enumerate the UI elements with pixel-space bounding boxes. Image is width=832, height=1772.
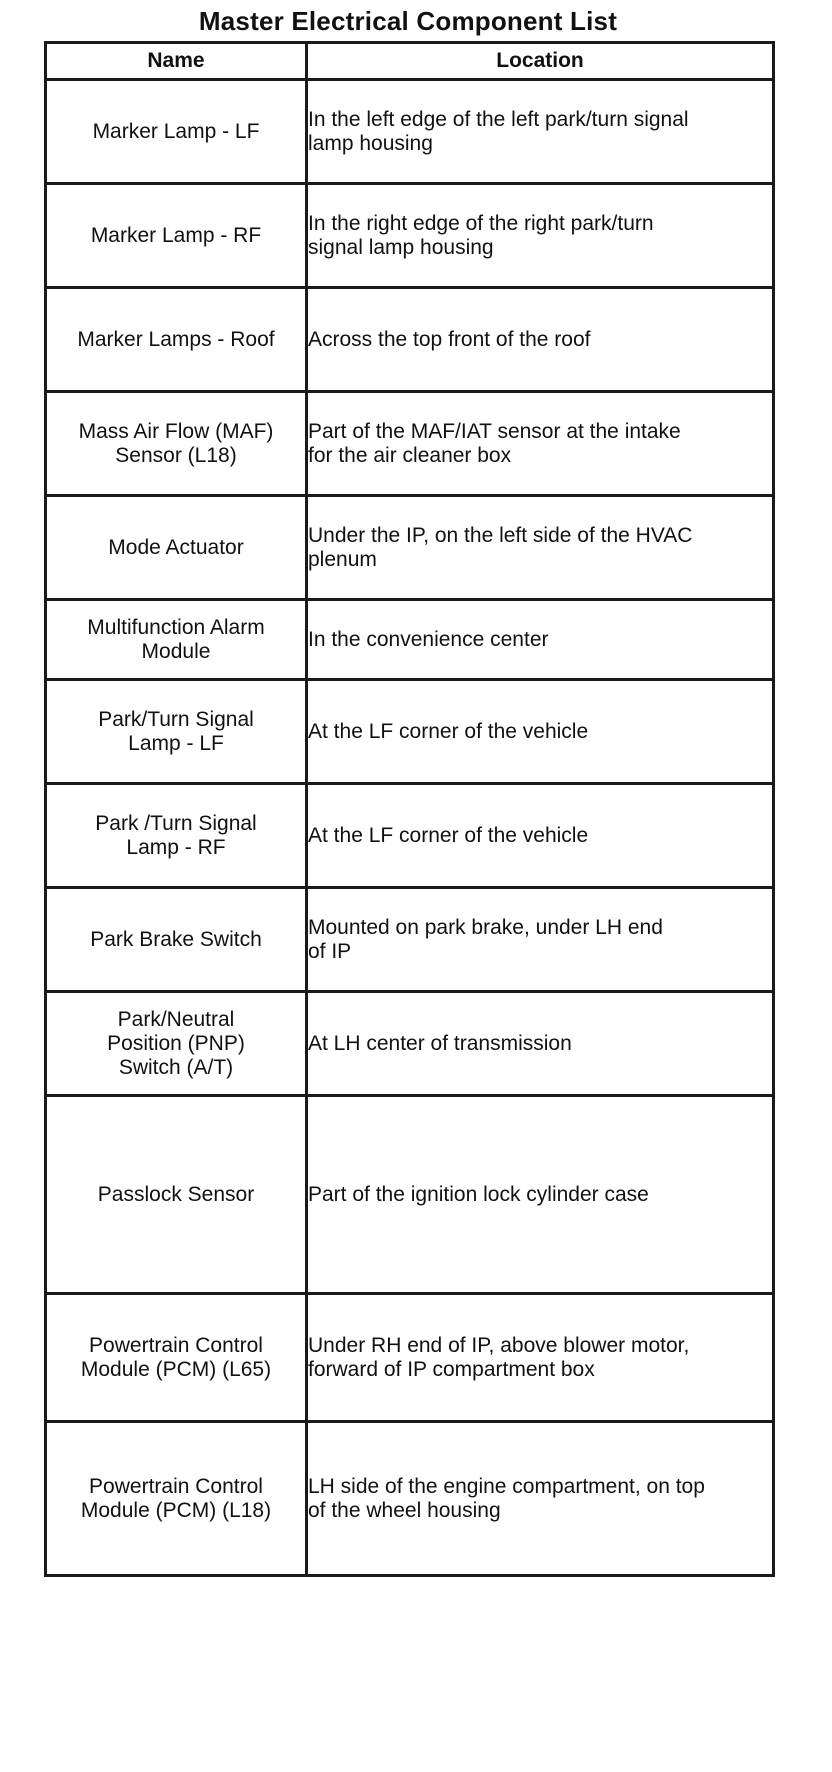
component-location-cell	[307, 600, 774, 680]
table-row	[46, 992, 774, 1096]
component-location: Under the IP, on the left side of the HVAC plenum	[308, 523, 693, 571]
component-table	[44, 41, 775, 1577]
component-location: In the left edge of the left park/turn signal lamp housing	[308, 107, 689, 155]
component-location-cell	[307, 992, 774, 1096]
component-name: Powertrain Control Module (PCM) (L18)	[80, 1474, 272, 1522]
component-name-cell	[46, 288, 307, 392]
component-location: Across the top front of the roof	[308, 327, 591, 351]
table-row	[46, 288, 774, 392]
component-location: Mounted on park brake, under LH end of IP	[308, 915, 663, 963]
component-name: Mode Actuator	[108, 535, 244, 559]
component-name: Park/Neutral Position (PNP) Switch (A/T)	[107, 1007, 245, 1079]
component-location: LH side of the engine compartment, on top of the wheel housing	[308, 1474, 705, 1522]
table-row	[46, 784, 774, 888]
column-header-location: Location	[307, 43, 774, 80]
component-location-cell	[307, 288, 774, 392]
component-location-cell	[307, 80, 774, 184]
component-location: Under RH end of IP, above blower motor, forward of IP compartment box	[308, 1333, 690, 1381]
component-name-cell	[46, 784, 307, 888]
component-location-cell	[307, 784, 774, 888]
component-name-cell	[46, 1294, 307, 1422]
component-name: Marker Lamps - Roof	[77, 327, 275, 351]
table-row	[46, 80, 774, 184]
component-name: Passlock Sensor	[97, 1182, 255, 1206]
table-header-row	[46, 43, 774, 80]
component-name-cell	[46, 888, 307, 992]
component-location: Part of the MAF/IAT sensor at the intake for the air cleaner box	[308, 419, 681, 467]
table-row	[46, 1096, 774, 1294]
column-header-name: Name	[46, 43, 307, 80]
table-row	[46, 680, 774, 784]
component-name: Marker Lamp - RF	[90, 223, 262, 247]
component-name-cell	[46, 600, 307, 680]
table-row	[46, 888, 774, 992]
table-row	[46, 184, 774, 288]
component-location-cell	[307, 1294, 774, 1422]
component-location-cell	[307, 184, 774, 288]
component-name: Multifunction Alarm Module	[87, 615, 265, 663]
component-name: Park/Turn Signal Lamp - LF	[98, 707, 254, 755]
table-row	[46, 1294, 774, 1422]
component-location-cell	[307, 392, 774, 496]
component-name: Marker Lamp - LF	[92, 119, 260, 143]
table-row	[46, 392, 774, 496]
component-location-cell	[307, 680, 774, 784]
component-location: At the LF corner of the vehicle	[308, 719, 589, 743]
table-row	[46, 496, 774, 600]
component-location-cell	[307, 496, 774, 600]
component-name-cell	[46, 992, 307, 1096]
component-name: Powertrain Control Module (PCM) (L65)	[80, 1333, 272, 1381]
component-location: In the convenience center	[308, 627, 549, 651]
component-name-cell	[46, 80, 307, 184]
page-title: Master Electrical Component List	[198, 6, 618, 36]
component-name-cell	[46, 1096, 307, 1294]
component-name: Mass Air Flow (MAF) Sensor (L18)	[78, 419, 274, 467]
component-location: At the LF corner of the vehicle	[308, 823, 589, 847]
component-location: In the right edge of the right park/turn signal lamp housing	[308, 211, 654, 259]
component-location-cell	[307, 1422, 774, 1576]
component-name: Park Brake Switch	[90, 927, 262, 951]
component-name-cell	[46, 392, 307, 496]
table-row	[46, 1422, 774, 1576]
component-location-cell	[307, 888, 774, 992]
component-name-cell	[46, 184, 307, 288]
component-name-cell	[46, 680, 307, 784]
component-location-cell	[307, 1096, 774, 1294]
component-name: Park /Turn Signal Lamp - RF	[95, 811, 257, 859]
table-row	[46, 600, 774, 680]
component-location: Part of the ignition lock cylinder case	[308, 1182, 649, 1206]
component-location: At LH center of transmission	[308, 1031, 572, 1055]
component-name-cell	[46, 1422, 307, 1576]
component-name-cell	[46, 496, 307, 600]
